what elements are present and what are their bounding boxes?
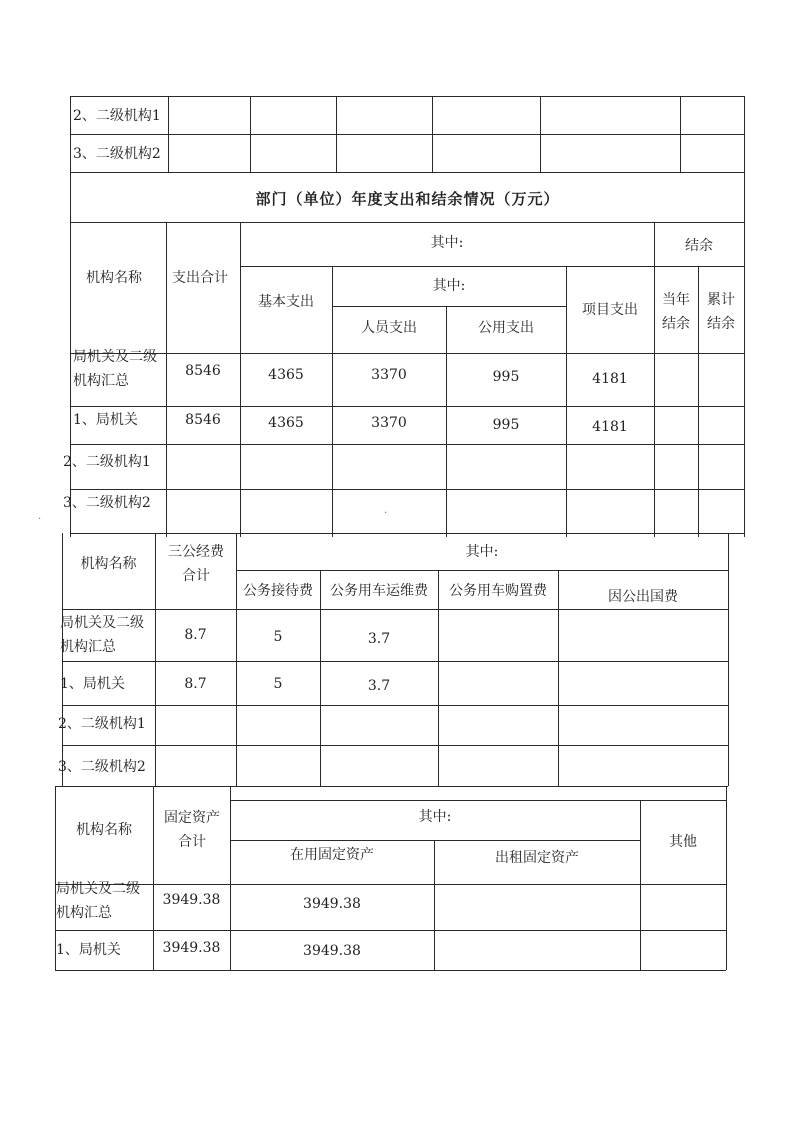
- tp-row-1-org: 局机关及二级机构汇总: [60, 615, 144, 655]
- scan-speck: ·: [384, 508, 388, 519]
- tp-header-reception: 公务接待费: [243, 583, 313, 599]
- fa-row-2-total: 3949.38: [162, 940, 221, 956]
- tp-header-abroad: 因公出国费: [608, 589, 678, 605]
- exp-header-public: 公用支出: [478, 320, 534, 336]
- tp-row-3-org: 2、二级机构1: [58, 716, 146, 732]
- tp-header-car-operation: 公务用车运维费: [330, 583, 428, 599]
- exp-row-2-project: 4181: [592, 419, 628, 435]
- tp-header-car-purchase: 公务用车购置费: [449, 583, 547, 599]
- exp-row-2-total: 8546: [185, 412, 221, 428]
- tp-row-2-car-operation: 3.7: [367, 678, 391, 694]
- scan-speck: ·: [38, 514, 42, 525]
- exp-row-1-org: 局机关及二级机构汇总: [73, 349, 157, 389]
- fa-header-org: 机构名称: [76, 822, 132, 838]
- fa-header-total: 固定资产合计: [164, 810, 220, 850]
- exp-row-1-public: 995: [492, 369, 520, 385]
- exp-row-2-org: 1、局机关: [73, 412, 138, 428]
- exp-header-total: 支出合计: [172, 270, 228, 286]
- exp-header-of-which: 其中:: [430, 235, 464, 251]
- tp-header-of-which: 其中:: [465, 544, 499, 560]
- exp-row-4-org: 3、二级机构2: [63, 495, 151, 511]
- exp-row-2-personnel: 3370: [371, 415, 407, 431]
- fa-header-rented: 出租固定资产: [495, 850, 579, 866]
- exp-row-1-project: 4181: [592, 371, 628, 387]
- exp-row-2-public: 995: [492, 417, 520, 433]
- fa-row-1-org: 局机关及二级机构汇总: [56, 881, 140, 921]
- top-row-1-org: 2、二级机构1: [73, 108, 161, 124]
- exp-header-personnel: 人员支出: [361, 320, 417, 336]
- exp-header-basic: 基本支出: [258, 294, 314, 310]
- exp-header-project: 项目支出: [582, 302, 638, 318]
- tp-row-4-org: 3、二级机构2: [58, 759, 146, 775]
- tp-row-1-reception: 5: [273, 629, 283, 645]
- exp-header-balance: 结余: [685, 238, 713, 254]
- tp-header-org: 机构名称: [80, 556, 137, 572]
- exp-row-1-personnel: 3370: [371, 367, 407, 383]
- exp-header-org: 机构名称: [86, 270, 142, 286]
- exp-row-2-basic: 4365: [268, 415, 304, 431]
- exp-header-cumulative-balance: 累计结余: [707, 292, 735, 332]
- tp-row-2-total: 8.7: [184, 676, 207, 692]
- fa-row-1-total: 3949.38: [162, 892, 221, 908]
- tp-header-total: 三公经费合计: [168, 544, 224, 584]
- fa-row-2-org: 1、局机关: [56, 942, 121, 958]
- exp-row-3-org: 2、二级机构1: [63, 454, 151, 470]
- exp-header-of-which2: 其中:: [432, 278, 466, 294]
- fa-row-2-in-use: 3949.38: [303, 943, 361, 959]
- exp-row-1-total: 8546: [185, 363, 221, 379]
- expenditure-title: 部门（单位）年度支出和结余情况（万元）: [255, 190, 560, 208]
- fa-row-1-in-use: 3949.38: [303, 896, 361, 912]
- tp-row-1-total: 8.7: [184, 627, 207, 643]
- tp-row-2-reception: 5: [273, 676, 283, 692]
- tp-row-1-car-operation: 3.7: [367, 631, 391, 647]
- exp-header-year-balance: 当年结余: [662, 292, 690, 332]
- top-row-2-org: 3、二级机构2: [73, 146, 161, 162]
- fa-header-of-which: 其中:: [418, 809, 452, 825]
- tp-row-2-org: 1、局机关: [60, 676, 125, 692]
- fa-header-other: 其他: [669, 834, 697, 850]
- fa-header-in-use: 在用固定资产: [290, 847, 374, 863]
- exp-row-1-basic: 4365: [268, 367, 304, 383]
